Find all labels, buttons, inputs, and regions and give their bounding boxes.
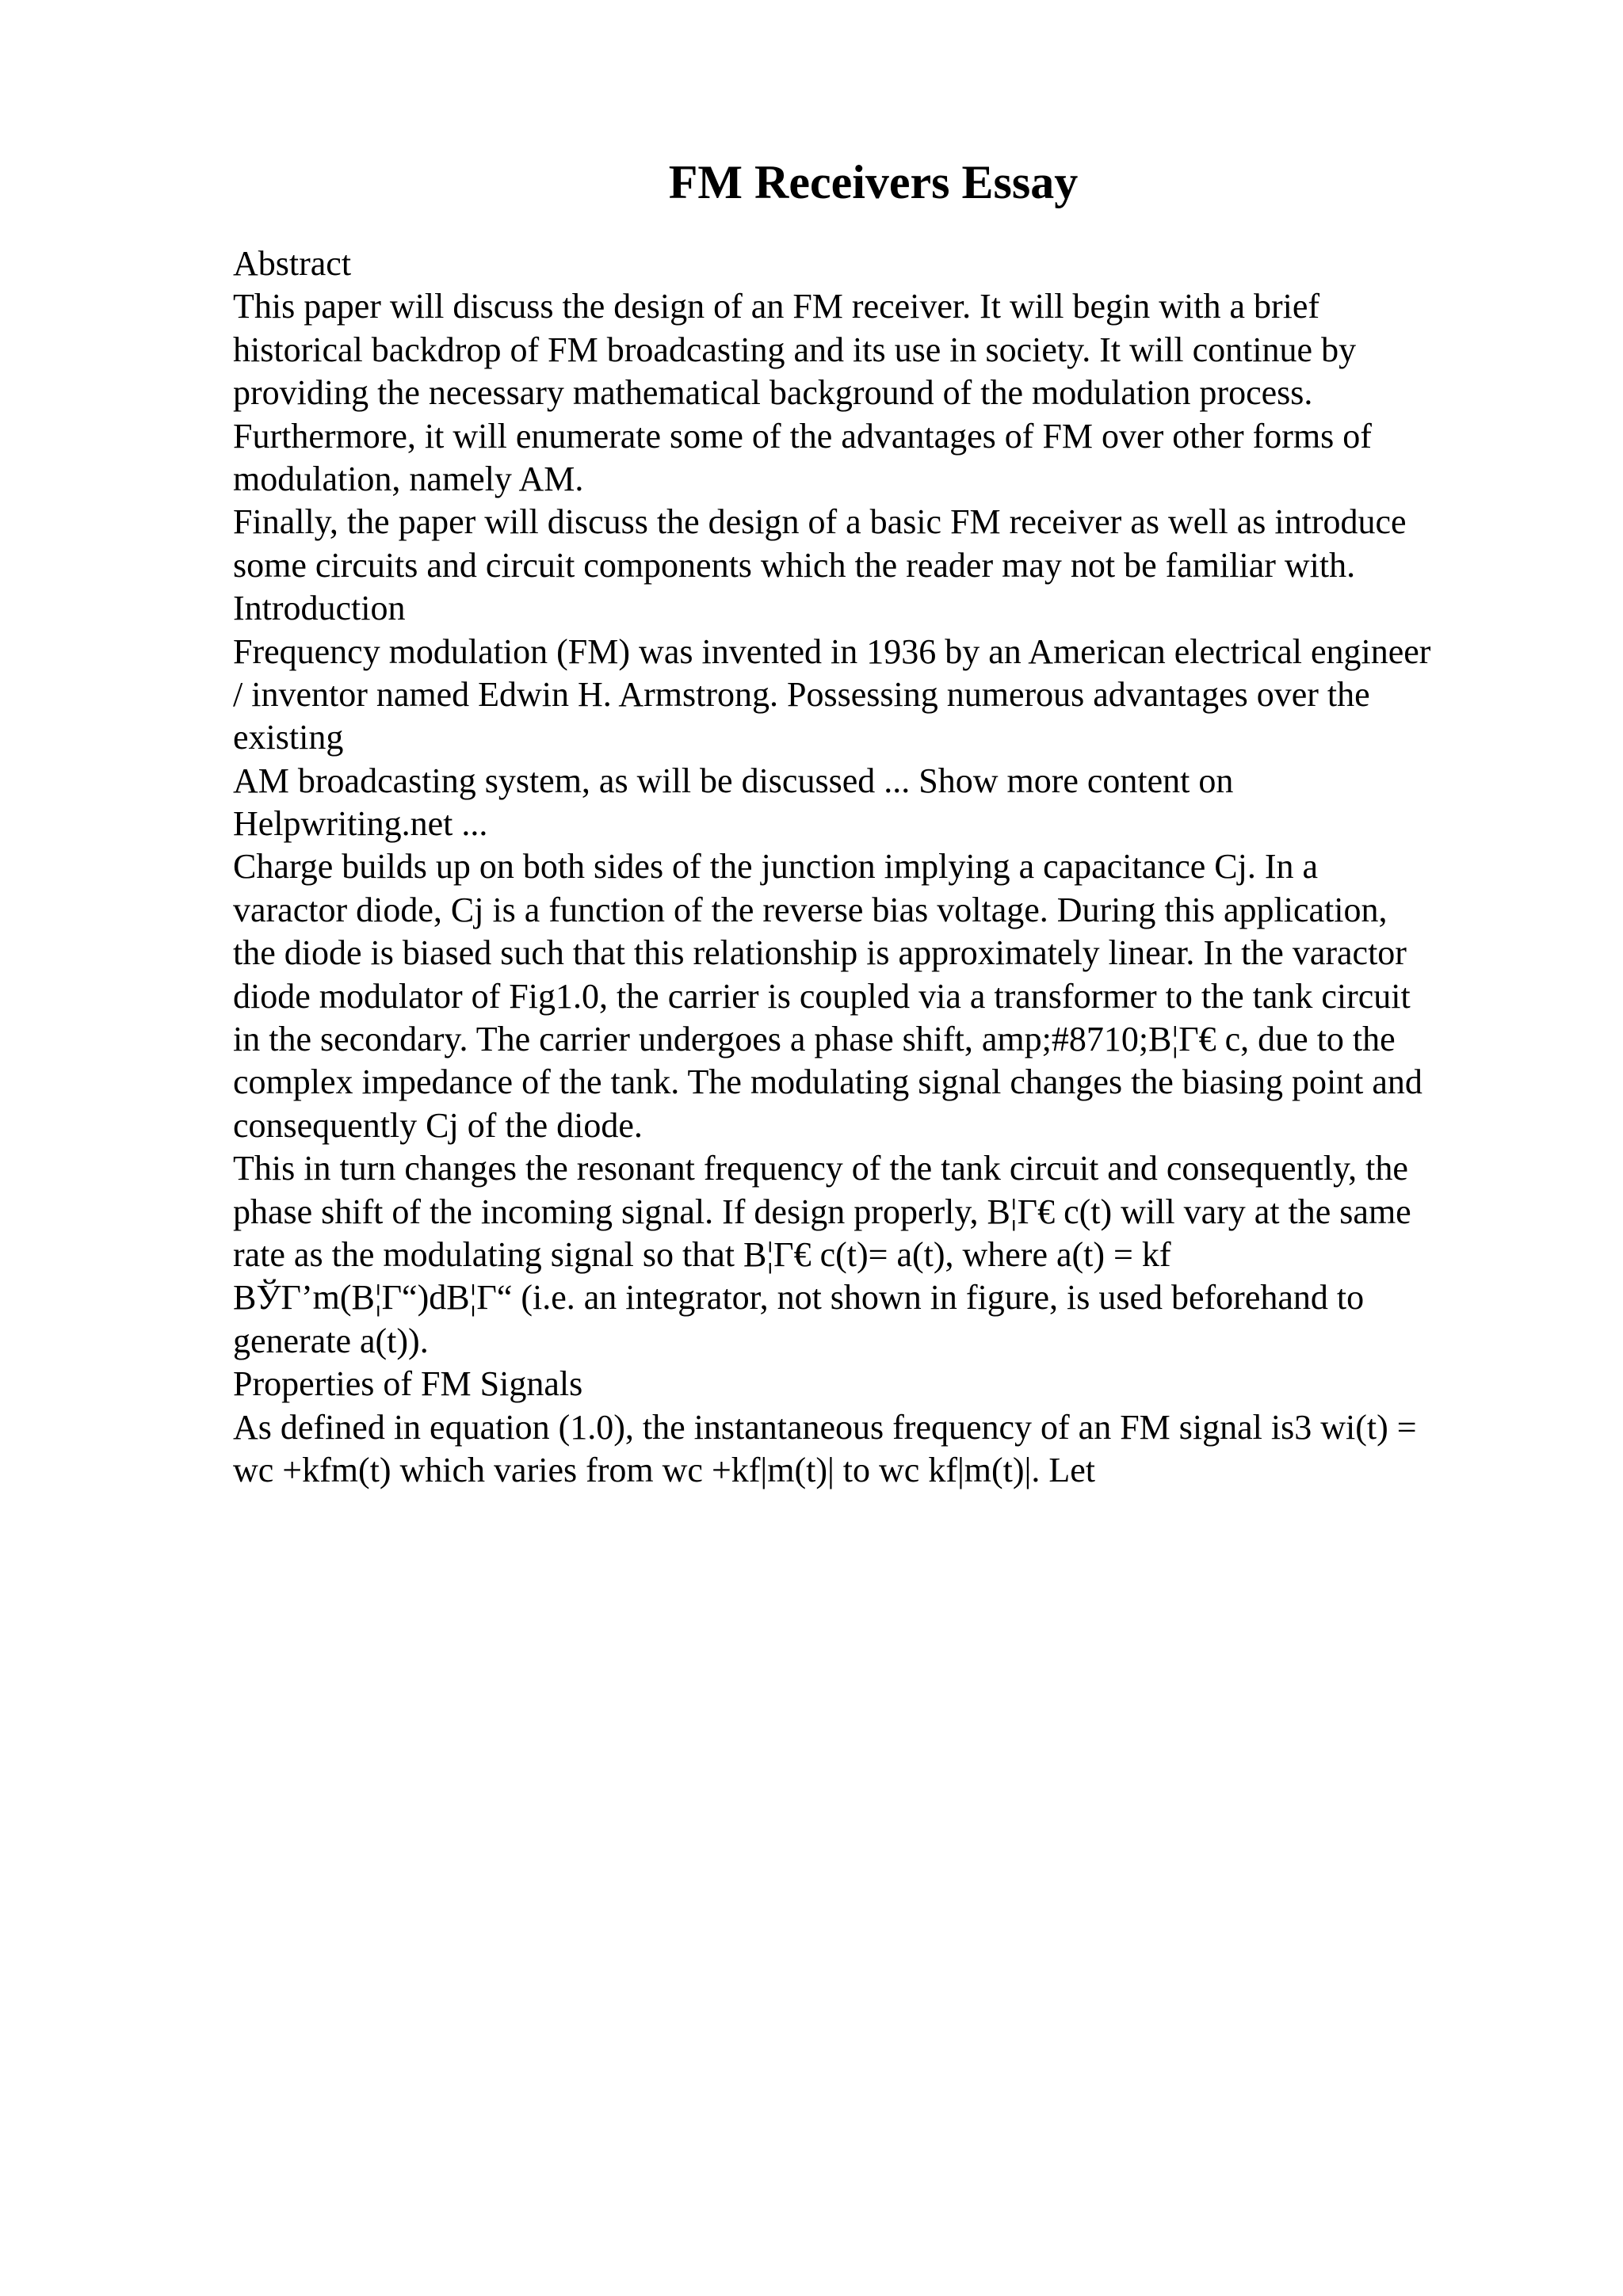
text-line: rate as the modulating signal so that В¦Г€ c(t)= a(t), where a(t) = kf <box>233 1234 1171 1274</box>
text-line: providing the necessary mathematical background of the modulation process. <box>233 373 1313 413</box>
text-line: Furthermore, it will enumerate some of the advantages of FM over other forms of <box>233 416 1372 456</box>
text-line: historical backdrop of FM broadcasting and its use in society. It will continue by <box>233 330 1357 369</box>
text-line: complex impedance of the tank. The modulating signal changes the biasing point and <box>233 1062 1423 1102</box>
text-line: some circuits and circuit components which the reader may not be familiar with. <box>233 545 1356 585</box>
text-line: / inventor named Edwin H. Armstrong. Possessing numerous advantages over the <box>233 674 1370 714</box>
essay-body <box>233 242 1580 1492</box>
text-line: Introduction <box>233 589 406 628</box>
text-line: Charge builds up on both sides of the junction implying a capacitance Cj. In a <box>233 847 1319 887</box>
text-line: generate a(t)). <box>233 1321 429 1360</box>
text-line: ВЎГ’m(В¦Г“)dВ¦Г“ (i.e. an integrator, not shown in figure, is used beforehand to <box>233 1278 1365 1318</box>
page-title: FM Receivers Essay <box>668 156 1079 208</box>
text-line: wc +kfm(t) which varies from wc +kf|m(t)| to wc kf|m(t)|. Let <box>233 1450 1095 1489</box>
text-line: As defined in equation (1.0), the instantaneous frequency of an FM signal is3 wi(t) = <box>233 1407 1417 1447</box>
text-line: AM broadcasting system, as will be discussed ... Show more content on <box>233 761 1234 800</box>
text-line: Frequency modulation (FM) was invented in 1936 by an American electrical engineer <box>233 631 1431 671</box>
text-line: diode modulator of Fig1.0, the carrier is coupled via a transformer to the tank circuit <box>233 976 1411 1016</box>
text-line: existing <box>233 718 344 757</box>
text-line: Abstract <box>233 244 352 283</box>
text-line: Properties of FM Signals <box>233 1364 583 1404</box>
text-line: the diode is biased such that this relationship is approximately linear. In the varactor <box>233 933 1407 973</box>
text-line: Finally, the paper will discuss the design of a basic FM receiver as well as introduce <box>233 502 1407 542</box>
text-line: modulation, namely AM. <box>233 459 584 498</box>
text-line: consequently Cj of the diode. <box>233 1105 643 1145</box>
text-line: This paper will discuss the design of an FM receiver. It will begin with a brief <box>233 287 1320 326</box>
text-line: This in turn changes the resonant frequency of the tank circuit and consequently, the <box>233 1149 1408 1188</box>
text-line: in the secondary. The carrier undergoes a phase shift, amp;#8710;В¦Г€ c, due to the <box>233 1020 1396 1059</box>
text-line: Helpwriting.net ... <box>233 804 488 844</box>
text-line: phase shift of the incoming signal. If design properly, В¦Г€ c(t) will vary at the same <box>233 1192 1411 1231</box>
text-line: varactor diode, Cj is a function of the reverse bias voltage. During this application, <box>233 890 1388 929</box>
